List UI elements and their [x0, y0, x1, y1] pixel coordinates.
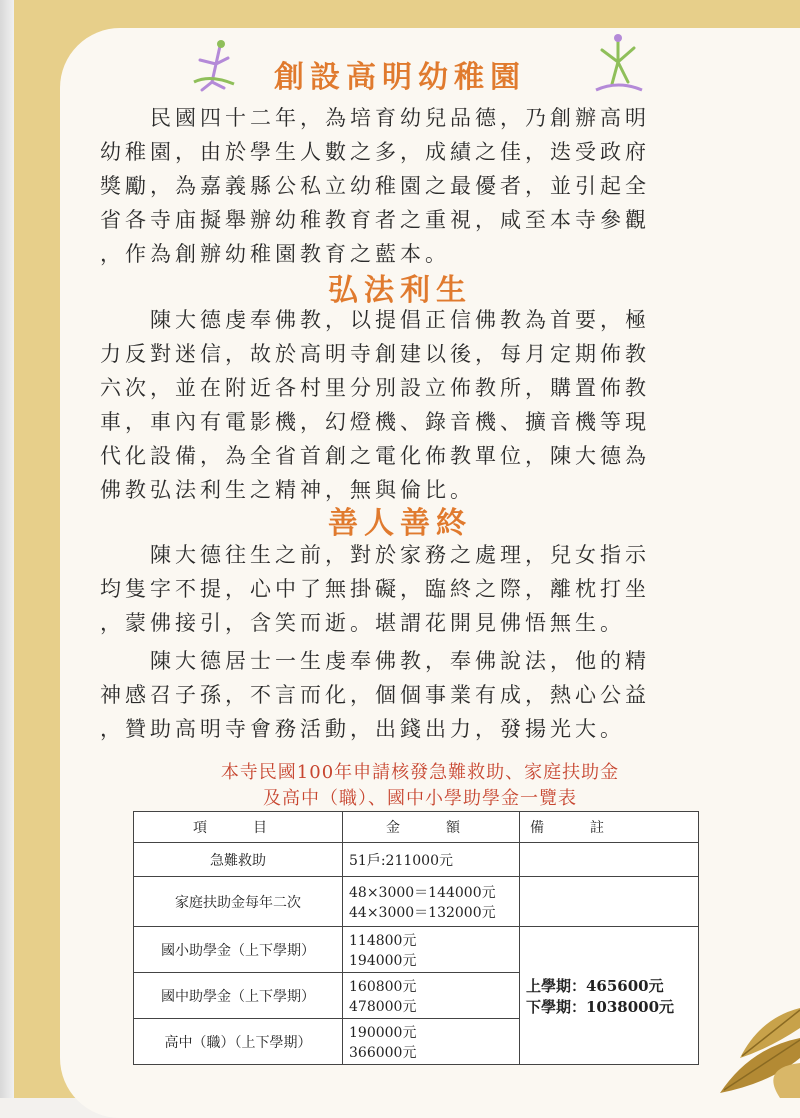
- column-header-note: 備 註: [520, 812, 699, 843]
- column-header-item: 項 目: [134, 812, 343, 843]
- row-item: 國小助學金（上下學期）: [134, 927, 343, 973]
- row-item: 家庭扶助金每年二次: [134, 877, 343, 927]
- table-row: [134, 843, 699, 877]
- golden-leaf-icon: [650, 988, 800, 1098]
- note-cell: 上學期：465600元 下學期：1038000元: [520, 927, 699, 1065]
- table-row: [134, 877, 699, 927]
- row-item: 急難救助: [134, 843, 343, 877]
- grants-table: [133, 811, 699, 1065]
- row-item: 高中（職）（上下學期）: [134, 1019, 343, 1065]
- row-note: [520, 843, 699, 877]
- page-left-edge: [0, 0, 14, 1098]
- row-amount: 160800元 478000元: [343, 973, 520, 1019]
- row-amount: 48×3000＝144000元 44×3000＝132000元: [343, 877, 520, 927]
- row-amount: 51戶:211000元: [343, 843, 520, 877]
- section-paragraph: 陳大德居士一生虔奉佛教，奉佛說法，他的精 神感召子孫，不言而化，個個事業有成，熱心公益 ，贊助高明寺會務活動，出錢出力，發揚光大。: [100, 649, 650, 741]
- table-row: [134, 927, 699, 973]
- section-paragraph: 民國四十二年，為培育幼兒品德，乃創辦高明 幼稚園，由於學生人數之多，成績之佳，迭受政府 獎勵，為嘉義縣公私立幼稚園之最優者，並引起全 省各寺庙擬舉辦幼稚教育者之重視，咸至本寺參觀 ，作為創辦幼稚園教育之藍本。: [100, 106, 650, 266]
- section-title-dharma: 弘法利生: [328, 273, 472, 308]
- row-note: [520, 877, 699, 927]
- section-title-kindergarten: 創設高明幼稚園: [274, 60, 526, 95]
- row-item: 國中助學金（上下學期）: [134, 973, 343, 1019]
- section-paragraph: 陳大德往生之前，對於家務之處理，兒女指示 均隻字不提，心中了無掛礙，臨終之際，離枕打坐 ，蒙佛接引，含笑而逝。堪謂花開見佛悟無生。: [100, 543, 650, 635]
- row-amount: 114800元 194000元: [343, 927, 520, 973]
- table-title: 本寺民國100年申請核發急難救助、家庭扶助金 及高中（職）、國中小學助學金一覽表: [220, 762, 620, 809]
- row-amount: 190000元 366000元: [343, 1019, 520, 1065]
- column-header-amount: 金 額: [343, 812, 520, 843]
- section-title-good-end: 善人善終: [328, 506, 472, 541]
- table-header-row: [134, 812, 699, 843]
- section-paragraph: 陳大德虔奉佛教，以提倡正信佛教為首要，極 力反對迷信，故於高明寺創建以後，每月定期佈教 六次，並在附近各村里分別設立佈教所，購置佈教 車，車內有電影機，幻燈機、錄音機、擴音機等現 代化設備，為全省首創之電化佈教單位，陳大德為 佛教弘法利生之精神，無與倫比。: [100, 308, 650, 502]
